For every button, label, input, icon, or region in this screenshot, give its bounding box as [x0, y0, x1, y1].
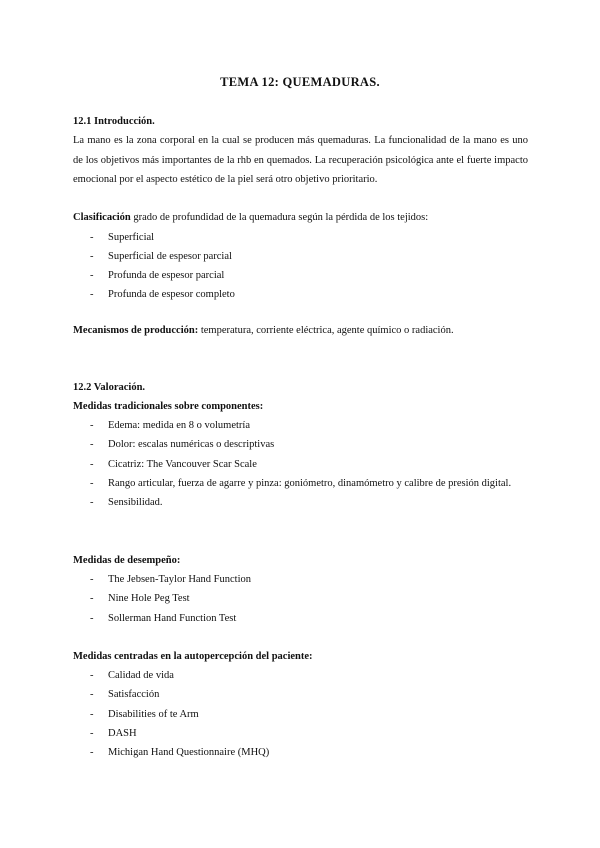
list-item: - Nine Hole Peg Test — [90, 593, 190, 605]
intro-paragraph: La mano es la zona corporal en la cual se producen más quemaduras. La funcionalidad de la mano es uno de los objetivos más importantes de la rhb en quemados. La recuperación psicológica ante el fuerte impacto emocional por el aspecto estético de la piel será otro objetivo prioritario. — [73, 135, 528, 185]
list-item: - Calidad de vida — [90, 670, 174, 681]
list-item: - The Jebsen-Taylor Hand Function — [90, 574, 252, 585]
mecanismos-text: temperatura, corriente eléctrica, agente químico o radiación. — [198, 325, 454, 336]
list-item: - Disabilities of te Arm — [90, 708, 199, 720]
desempeno-list — [73, 570, 528, 628]
list-item: - Edema: medida en 8 o volumetría — [90, 420, 250, 431]
list-item: - Rango articular, fuerza de agarre y pinza: goniómetro, dinamómetro y calibre de presión digital. — [90, 477, 512, 489]
tradicionales-list — [73, 416, 528, 512]
page-title: TEMA 12: QUEMADURAS. — [220, 75, 380, 89]
valoracion-heading: 12.2 Valoración. — [73, 382, 146, 393]
clasificacion-text: grado de profundidad de la quemadura según la pérdida de los tejidos: — [130, 212, 429, 223]
clasificacion-line — [73, 208, 528, 228]
list-item: - Profunda de espesor completo — [90, 289, 235, 301]
tradicionales-heading: Medidas tradicionales sobre componentes: — [73, 401, 264, 412]
autopercepcion-list — [73, 666, 528, 762]
list-item: - Cicatriz: The Vancouver Scar Scale — [90, 458, 257, 470]
list-item: - Satisfacción — [90, 689, 160, 701]
desempeno-heading: Medidas de desempeño: — [73, 555, 181, 566]
list-item: - Dolor: escalas numéricas o descriptivas — [90, 439, 275, 451]
list-item: - Profunda de espesor parcial — [90, 270, 225, 282]
list-item: - Sensibilidad. — [90, 497, 163, 509]
autopercepcion-section — [73, 647, 528, 762]
clasificacion-label: Clasificación — [73, 212, 131, 223]
list-item: - Michigan Hand Questionnaire (MHQ) — [90, 747, 270, 759]
list-item: - Superficial de espesor parcial — [90, 250, 232, 262]
clasificacion-section — [73, 208, 528, 305]
intro-heading: 12.1 Introducción. — [73, 116, 155, 127]
list-item: - Sollerman Hand Function Test — [90, 612, 237, 624]
mecanismos-section — [73, 321, 528, 341]
intro-section — [73, 112, 528, 190]
list-item: - DASH — [90, 727, 137, 739]
valoracion-section — [73, 378, 528, 512]
list-item: - Superficial — [90, 231, 155, 243]
mecanismos-label: Mecanismos de producción: — [73, 325, 199, 336]
clasificacion-list — [73, 228, 528, 305]
desempeno-section — [73, 551, 528, 628]
mecanismos-line — [73, 321, 528, 341]
autopercepcion-heading: Medidas centradas en la autopercepción del paciente: — [73, 651, 313, 662]
